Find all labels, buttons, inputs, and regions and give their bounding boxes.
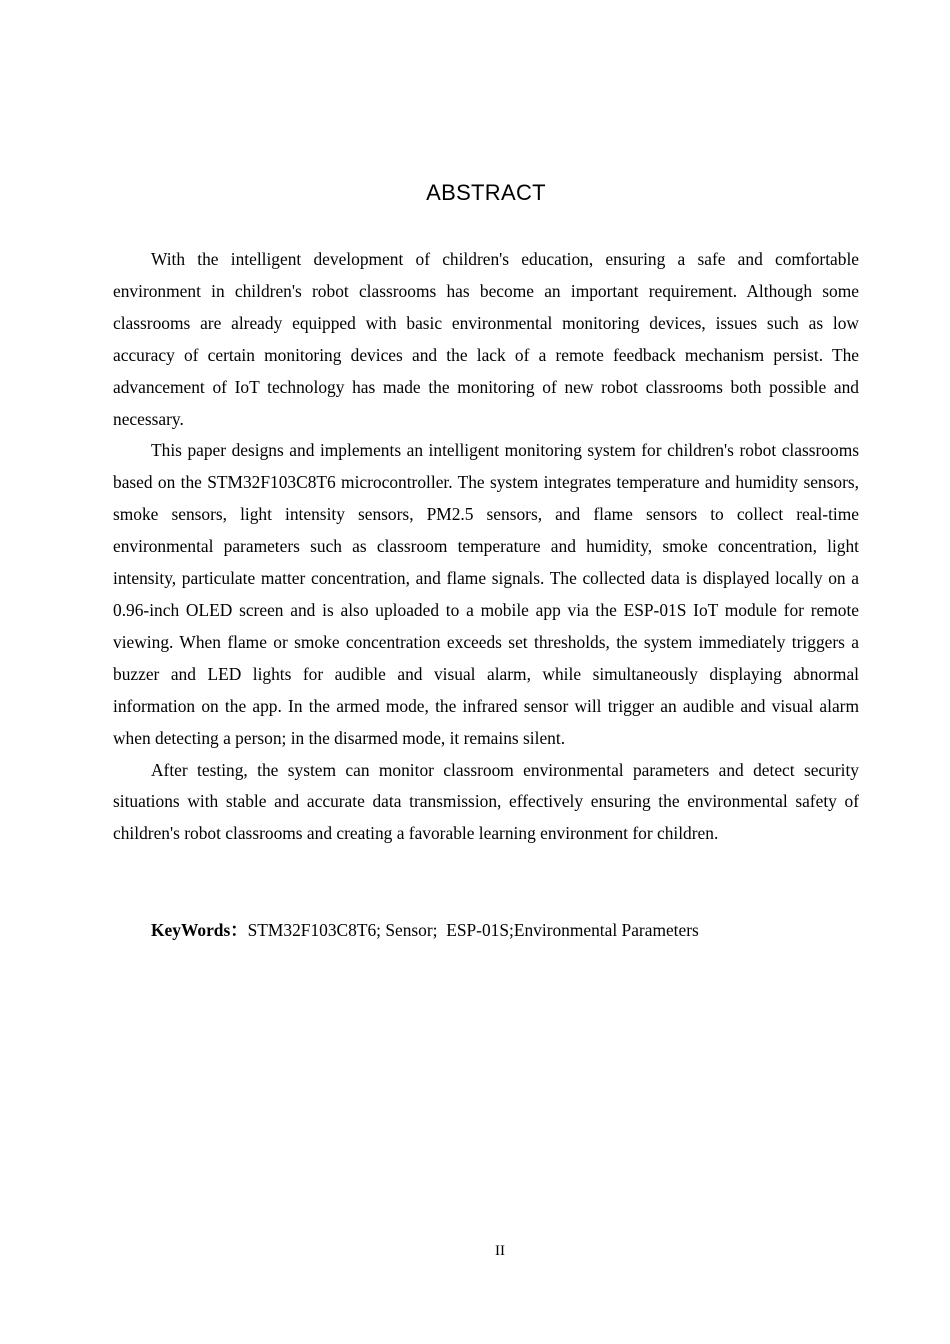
keywords-text: STM32F103C8T6; Sensor; ESP-01S;Environmental Parameters [247,920,699,940]
abstract-paragraph-3: After testing, the system can monitor classroom environmental parameters and detect security situations with stable and accurate data transmission, effectively ensuring the environmental safety of children's robot classrooms and creating a favorable learning environment for children. [113,759,859,844]
page-number: II [495,1243,505,1259]
keywords-line [151,914,859,946]
abstract-title: ABSTRACT [426,180,546,205]
abstract-body [113,244,859,850]
abstract-paragraph-1: With the intelligent development of children's education, ensuring a safe and comfortable environment in children's robot classrooms has become an important requirement. Although some classrooms are already equipped with basic environmental monitoring devices, issues such as low accuracy of certain monitoring devices and the lack of a remote feedback mechanism persist. The advancement of IoT technology has made the monitoring of new robot classrooms both possible and necessary. [113,249,859,429]
keywords-label: KeyWords： [151,920,248,940]
abstract-paragraph-2: This paper designs and implements an intelligent monitoring system for children's robot classrooms based on the STM32F103C8T6 microcontroller. The system integrates temperature and humidity sensors, smoke sensors, light intensity sensors, PM2.5 sensors, and flame sensors to collect real-time environmental parameters such as classroom temperature and humidity, smoke concentration, light intensity, particulate matter concentration, and flame signals. The collected data is displayed locally on a 0.96-inch OLED screen and is also uploaded to a mobile app via the ESP-01S IoT module for remote viewing. When flame or smoke concentration exceeds set thresholds, the system immediately triggers a buzzer and LED lights for audible and visual alarm, while simultaneously displaying abnormal information on the app. In the armed mode, the infrared sensor will trigger an audible and visual alarm when detecting a person; in the disarmed mode, it remains silent. [113,440,859,748]
